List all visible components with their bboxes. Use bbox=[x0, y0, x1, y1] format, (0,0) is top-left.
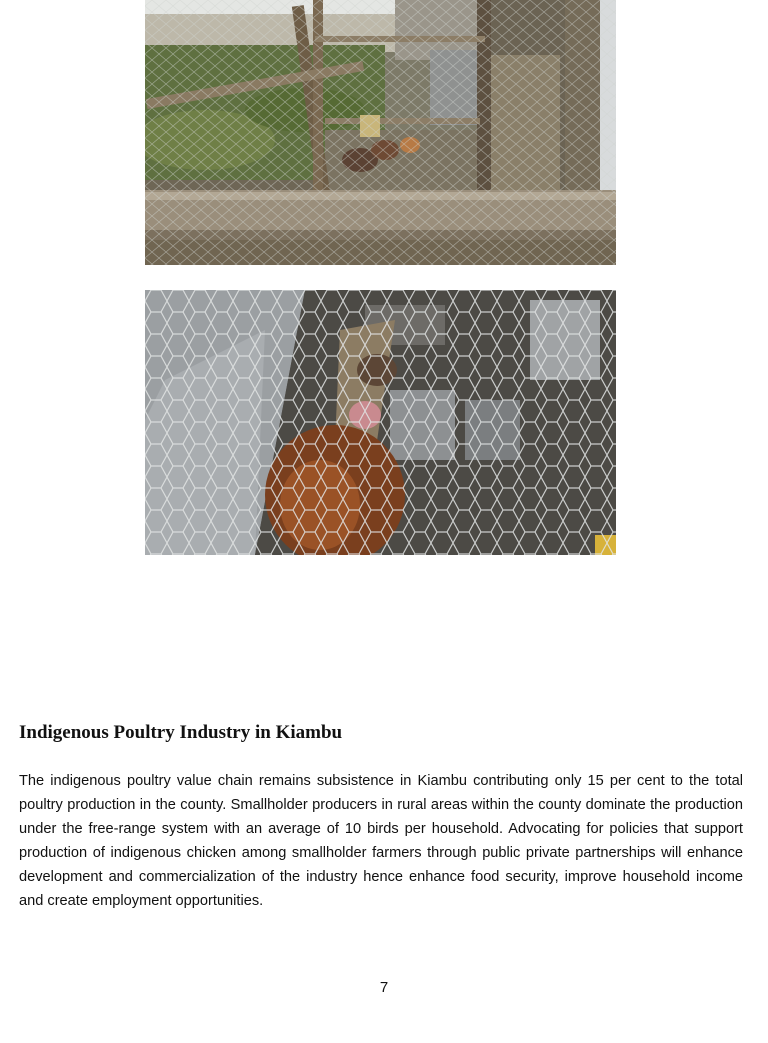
chicken-photo-illustration bbox=[145, 290, 616, 555]
body-paragraph: The indigenous poultry value chain remains subsistence in Kiambu contributing only 15 per cent to the total poultry production in the county. Smallholder producers in rural areas within the county dominate the production under the free-range system with an average of 10 birds per household. Advocating for policies that support production of indigenous chicken among smallholder farmers through public private partnerships will enhance development and commercialization of the industry hence enhance food security, improve household income and create employment opportunities. bbox=[19, 773, 743, 909]
coop-photo bbox=[145, 0, 616, 265]
coop-photo-illustration bbox=[145, 0, 616, 265]
page-number: 7 bbox=[379, 979, 389, 996]
section-heading: Indigenous Poultry Industry in Kiambu bbox=[19, 722, 343, 743]
chicken-photo bbox=[145, 290, 616, 555]
